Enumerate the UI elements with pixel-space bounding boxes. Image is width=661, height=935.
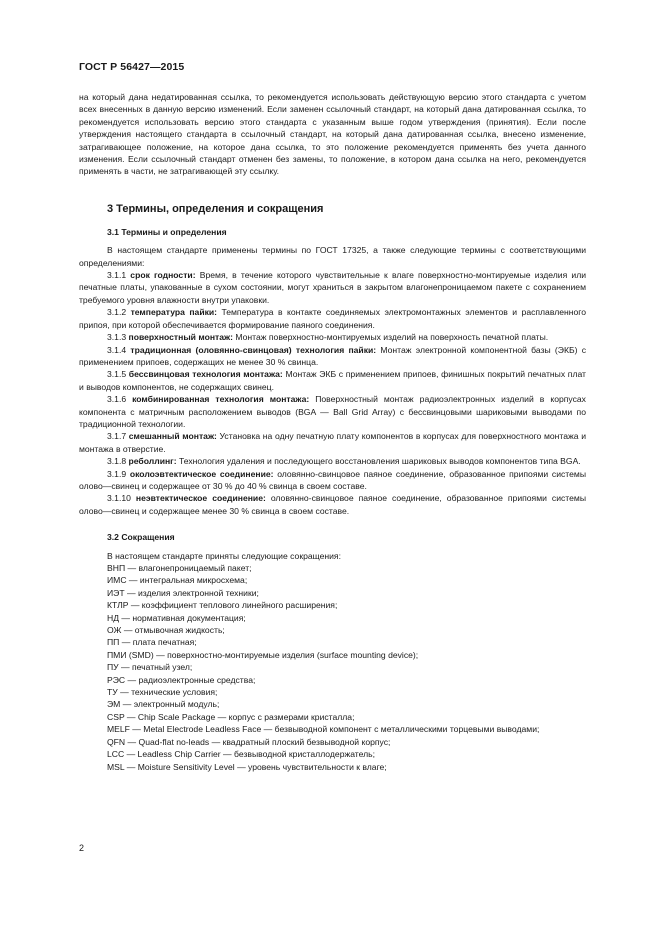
- term-name: комбинированная технология монтажа:: [132, 394, 310, 405]
- abbreviation-item: MSL — Moisture Sensitivity Level — уровень чувствительности к влаге;: [107, 761, 387, 772]
- terms-list: [79, 269, 586, 517]
- term-number: 3.1.6: [107, 394, 133, 405]
- term-number: 3.1.8: [107, 456, 129, 467]
- abbreviation-item: КТЛР — коэффициент теплового линейного расширения;: [107, 600, 338, 611]
- subsection-abbr-title: 3.2 Сокращения: [107, 532, 175, 543]
- term-item: [79, 393, 586, 430]
- intro-text: на который дана недатированная ссылка, то рекомендуется использовать действующую версию этого стандарта с учетом всех внесенных в данную версию изменений. Если заменен ссылочный стандарт, на который дана датированная ссылка, то рекомендуется использовать версию этого стандарта с указанным выше годом утверждения (принятия). Если после утверждения настоящего стандарта в ссылочный стандарт, на который дана датированная ссылка, внесено изменение, затрагивающее положение, на которое дана ссылка, то это положение рекомендуется применять без учета данного изменения. Если ссылочный стандарт отменен без замены, то положение, в котором дана ссылка на него, рекомендуется применять в части, не затрагивающей эту ссылку.: [79, 92, 586, 177]
- term-definition: Установка на одну печатную плату компонентов в корпусах для поверхностного монтажа и монтажа в отверстие.: [79, 431, 586, 454]
- abbreviation-item: CSP — Chip Scale Package — корпус с размерами кристалла;: [107, 711, 355, 722]
- term-item: [79, 331, 586, 343]
- term-name: околоэвтектическое соединение:: [129, 468, 274, 479]
- term-name: неэвтектическое соединение:: [135, 493, 266, 504]
- term-definition: Температура в контакте соединяемых электромонтажных элементов и расплавленного припоя, при которой обеспечивается формирование паяного соединения.: [79, 307, 586, 330]
- intro-paragraph: [79, 91, 586, 178]
- term-number: 3.1.10: [107, 493, 136, 504]
- abbreviation-list: [79, 562, 586, 773]
- abbreviation-item: ВНП — влагонепроницаемый пакет;: [107, 563, 252, 573]
- term-name: поверхностный монтаж:: [128, 332, 233, 343]
- term-number: 3.1.4: [107, 344, 131, 355]
- abbreviation-item: НД — нормативная документация;: [107, 612, 246, 623]
- term-number: 3.1.9: [107, 468, 130, 479]
- page-content: [79, 91, 586, 773]
- abbreviation-item: MELF — Metal Electrode Leadless Face — безвыводной компонент с металлическими торцевыми выводами;: [107, 724, 540, 735]
- abbreviation-item: ИМС — интегральная микросхема;: [107, 575, 248, 586]
- term-definition: Монтаж ЭКБ с применением припоев, финишных покрытий печатных плат и выводов компонентов, не содержащих свинец.: [79, 369, 586, 392]
- abbreviation-item: ТУ — технические условия;: [107, 687, 218, 698]
- abbr-intro: В настоящем стандарте приняты следующие сокращения:: [107, 550, 341, 561]
- abbreviation-item: ПМИ (SMD) — поверхностно-монтируемые изделия (surface mounting device);: [107, 649, 419, 660]
- term-name: реболлинг:: [128, 456, 177, 467]
- abbreviation-item: РЭС — радиоэлектронные средства;: [107, 674, 256, 685]
- term-item: [79, 344, 586, 369]
- term-definition: Поверхностный монтаж радиоэлектронных изделий в корпусах компонента с матричным расположением выводов (BGA — Ball Grid Array) с бессвинцовыми шариковыми выводами по традиционной технологии.: [79, 394, 586, 429]
- term-number: 3.1.5: [107, 369, 129, 380]
- terms-intro: В настоящем стандарте применены термины по ГОСТ 17325, а также следующие термины с соответствующими определениями:: [79, 245, 586, 268]
- term-definition: оловянно-свинцовое паяное соединение, образованное припоями системы олово—свинец и содержащее менее 30 % свинца в своем составе.: [79, 493, 587, 516]
- abbreviation-item: ИЭТ — изделия электронной техники;: [107, 587, 259, 598]
- abbreviation-item: ПП — плата печатная;: [107, 637, 197, 648]
- term-item: [79, 468, 586, 493]
- page-header: ГОСТ Р 56427—2015: [79, 61, 185, 73]
- page-number: 2: [79, 843, 85, 853]
- term-definition: Время, в течение которого чувствительные к влаге поверхностно-монтируемые изделия или печатные платы, упакованные в сухом состоянии, могут храниться в закрытом влагонепроницаемом пакете с сохранением требуемого уровня влажности внутри упаковки.: [79, 270, 587, 305]
- term-number: 3.1.1: [107, 270, 131, 281]
- term-name: температура пайки:: [130, 307, 218, 318]
- term-item: [79, 492, 586, 517]
- abbreviation-item: ЭМ — электронный модуль;: [107, 699, 220, 710]
- term-item: [79, 455, 586, 467]
- term-number: 3.1.2: [107, 307, 131, 318]
- term-name: бессвинцовая технология монтажа:: [128, 369, 283, 380]
- term-definition: Монтаж поверхностно-монтируемых изделий на поверхность печатной платы.: [232, 332, 549, 343]
- abbreviation-item: ПУ — печатный узел;: [107, 662, 193, 673]
- abbreviation-item: ОЖ — отмывочная жидкость;: [107, 625, 225, 636]
- term-definition: Монтаж электронной компонентной базы (ЭКБ) с применением припоев, содержащих не менее 30 % свинца.: [79, 344, 587, 367]
- term-item: [79, 430, 586, 455]
- term-definition: Технология удаления и последующего восстановления шариковых выводов компонентов типа BGA.: [176, 456, 581, 467]
- term-item: [79, 269, 586, 306]
- section-title: 3 Термины, определения и сокращения: [107, 202, 324, 215]
- term-number: 3.1.3: [107, 332, 129, 343]
- term-name: смешанный монтаж:: [128, 431, 217, 442]
- subsection-terms-title: 3.1 Термины и определения: [107, 226, 227, 237]
- term-number: 3.1.7: [107, 431, 129, 442]
- term-item: [79, 368, 586, 393]
- term-definition: оловянно-свинцовое паяное соединение, образованное припоями системы олово—свинец и содержащее от 30 % до 40 % свинца в своем составе.: [79, 468, 586, 491]
- abbreviation-item: QFN — Quad-flat no-leads — квадратный плоский безвыводной корпус;: [107, 736, 391, 747]
- term-item: [79, 306, 586, 331]
- term-name: срок годности:: [130, 270, 196, 281]
- abbreviation-item: LCC — Leadless Chip Carrier — безвыводной кристаллодержатель;: [107, 749, 376, 760]
- term-name: традиционная (оловянно-свинцовая) технология пайки:: [130, 344, 377, 355]
